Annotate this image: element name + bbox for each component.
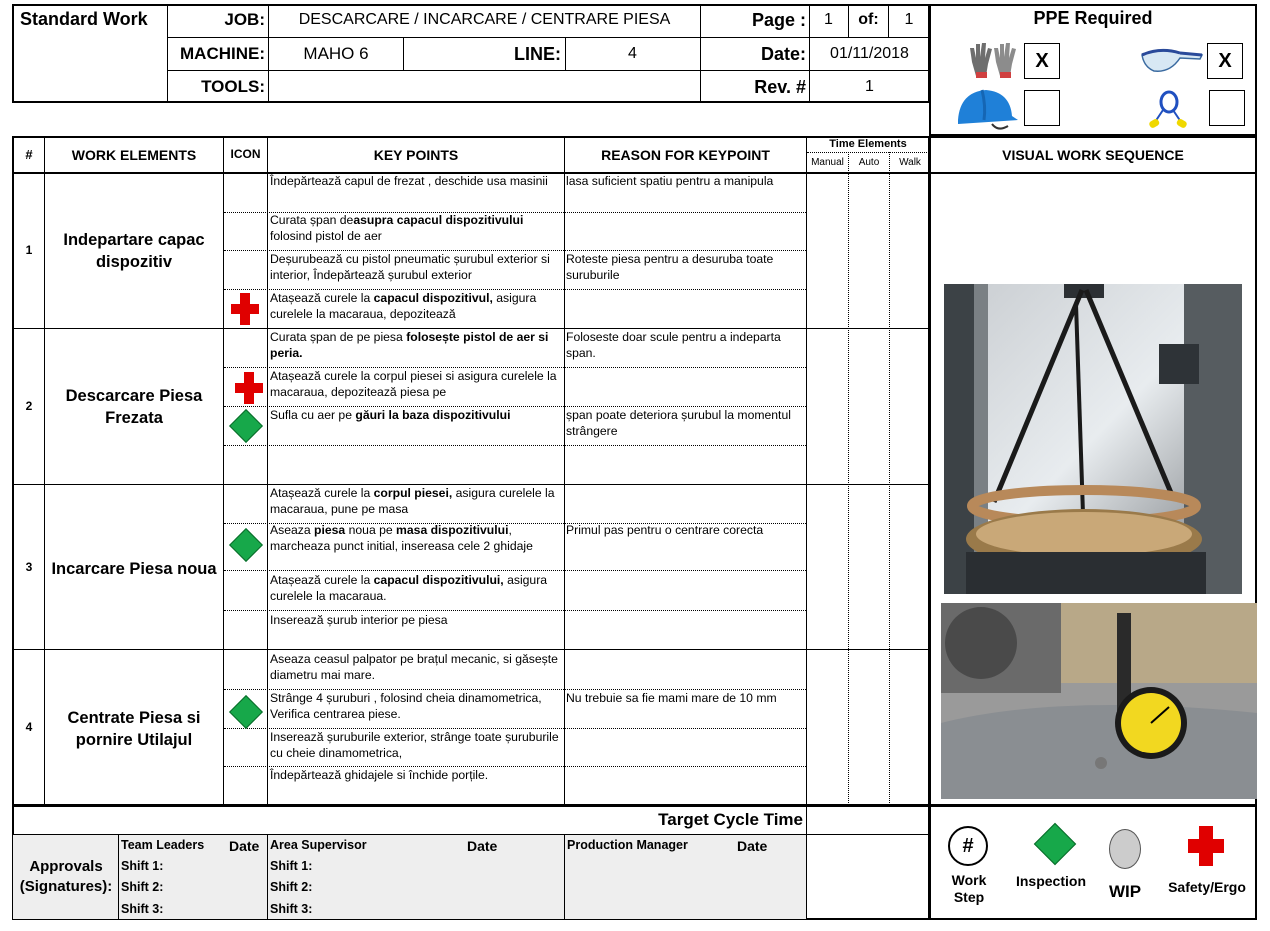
of-value[interactable]: 1	[904, 11, 914, 28]
safety-glasses-icon	[1140, 45, 1205, 79]
shift-3-label[interactable]: Shift 3:	[121, 902, 164, 916]
reason: Nu trebuie sa fie mami mare de 10 mm	[566, 691, 777, 705]
dial-indicator-photo	[941, 603, 1257, 799]
production-manager-label: Production Manager	[567, 838, 688, 852]
step-number: 4	[25, 720, 33, 734]
of-label: of:	[858, 11, 879, 28]
reason: Primul pas pentru o centrare corecta	[566, 523, 764, 537]
step-name: Centrate Piesa si pornire Utilajul	[67, 709, 201, 749]
job-label: JOB:	[224, 10, 265, 29]
legend-work-step: Work Step	[951, 872, 987, 905]
rev-value[interactable]: 1	[865, 78, 874, 95]
signatures-label: (Signatures):	[19, 878, 113, 895]
team-leaders-date-label: Date	[229, 838, 260, 854]
date-value[interactable]: 01/11/2018	[830, 45, 909, 62]
key-point: Îndepărtează ghidajele si închide porțile.	[270, 768, 489, 782]
legend-safety: Safety/Ergo	[1168, 879, 1246, 895]
ppe-earplugs-checkbox[interactable]	[1209, 90, 1245, 126]
key-point: Inserează șurub interior pe piesa	[270, 613, 448, 627]
machine-value[interactable]: MAHO 6	[303, 44, 369, 63]
reason: Foloseste doar scule pentru a indeparta span.	[566, 330, 781, 360]
shift-1-label[interactable]: Shift 1:	[270, 859, 313, 873]
col-time-elements: Time Elements	[829, 138, 907, 150]
col-reason: REASON FOR KEYPOINT	[601, 147, 770, 163]
step-number: 3	[25, 560, 33, 574]
area-supervisor-label: Area Supervisor	[270, 838, 367, 852]
team-leaders-label: Team Leaders	[121, 838, 205, 852]
key-point: Aseaza piesa noua pe masa dispozitivului, marcheaza punct initial, insereasa cele 2 ghidaje	[270, 523, 533, 553]
standard-work-title: Standard Work	[20, 9, 148, 29]
page-label: Page :	[751, 10, 806, 30]
legend-wip: WIP	[1108, 882, 1142, 901]
key-point: Atașează curele la corpul piesei si asigura curelele la macaraua, depozitează piesa pe	[270, 369, 557, 399]
hard-hat-icon	[952, 86, 1022, 132]
key-point: Atașează curele la corpul piesei, asigura curelele la macaraua, pune pe masa	[270, 486, 555, 516]
area-supervisor-date-label: Date	[467, 838, 498, 854]
col-icon: ICON	[230, 147, 261, 161]
ppe-title: PPE Required	[1033, 8, 1153, 28]
key-point: Îndepărtează capul de frezat , deschide usa masinii	[270, 174, 548, 188]
shift-2-label[interactable]: Shift 2:	[121, 880, 164, 894]
key-point: Inserează șuruburile exterior, strânge toate șuruburile cu cheie dinamometrica,	[270, 730, 559, 760]
approvals-label: Approvals	[29, 858, 103, 875]
step-name: Incarcare Piesa noua	[51, 560, 217, 578]
step-number: 2	[25, 399, 33, 413]
ear-plugs-icon	[1147, 88, 1193, 132]
step-name: Indepartare capac dispozitiv	[63, 231, 205, 271]
step-name: Descarcare Piesa Frezata	[65, 387, 203, 427]
safety-icon	[231, 293, 259, 325]
page-value[interactable]: 1	[824, 11, 833, 28]
line-value[interactable]: 4	[628, 45, 637, 62]
target-cycle-time: Target Cycle Time	[658, 810, 803, 829]
ppe-glasses-checkbox[interactable]: X	[1207, 43, 1243, 79]
key-point: Aseaza ceasul palpator pe brațul mecanic, si găsește diametru mai mare.	[270, 652, 558, 682]
machine-label: MACHINE:	[180, 44, 265, 63]
key-point: Sufla cu aer pe găuri la baza dispozitivului	[270, 408, 511, 422]
tools-label: TOOLS:	[201, 77, 265, 96]
crane-lifting-photo	[944, 284, 1242, 594]
key-point: Curata șpan de pe piesa folosește pistol de aer si peria.	[270, 330, 549, 360]
col-key-points: KEY POINTS	[373, 147, 459, 163]
key-point: Deșurubează cu pistol pneumatic șurubul exterior si interior, Îndepărtează șurubul exterior	[270, 252, 550, 282]
reason: Roteste piesa pentru a desuruba toate suruburile	[566, 252, 774, 282]
legend-wip-icon	[1109, 829, 1141, 869]
ppe-gloves-checkbox[interactable]: X	[1024, 43, 1060, 79]
line-label: LINE:	[514, 44, 561, 64]
reason: lasa suficient spatiu pentru a manipula	[566, 174, 774, 188]
col-num: #	[25, 147, 33, 162]
ppe-hardhat-checkbox[interactable]	[1024, 90, 1060, 126]
step-number: 1	[25, 243, 33, 257]
rev-label: Rev. #	[754, 77, 806, 97]
legend-inspection: Inspection	[1015, 873, 1086, 889]
shift-3-label[interactable]: Shift 3:	[270, 902, 313, 916]
reason: șpan poate deteriora șurubul la momentul strângere	[566, 408, 791, 438]
shift-2-label[interactable]: Shift 2:	[270, 880, 313, 894]
col-visual-sequence: VISUAL WORK SEQUENCE	[1002, 147, 1184, 163]
work-step-symbol: #	[948, 826, 988, 866]
key-point: Atașează curele la capacul dispozitivul, asigura curelele la macaraua, depozitează	[270, 291, 537, 321]
shift-1-label[interactable]: Shift 1:	[121, 859, 164, 873]
col-auto: Auto	[858, 157, 880, 168]
safety-icon	[235, 372, 263, 404]
gloves-icon	[966, 40, 1024, 80]
legend-safety-icon	[1188, 826, 1224, 866]
key-point: Curata șpan deasupra capacul dispozitivului folosind pistol de aer	[270, 213, 524, 243]
production-manager-date-label: Date	[737, 838, 768, 854]
key-point: Atașează curele la capacul dispozitivului, asigura curelele la macaraua.	[270, 573, 548, 603]
col-work-elements: WORK ELEMENTS	[71, 147, 197, 163]
job-value[interactable]: DESCARCARE / INCARCARE / CENTRARE PIESA	[298, 11, 671, 28]
col-manual: Manual	[811, 157, 844, 168]
date-label: Date:	[760, 44, 806, 64]
col-walk: Walk	[899, 157, 921, 168]
key-point: Strânge 4 șuruburi , folosind cheia dinamometrica, Verifica centrarea piese.	[270, 691, 542, 721]
